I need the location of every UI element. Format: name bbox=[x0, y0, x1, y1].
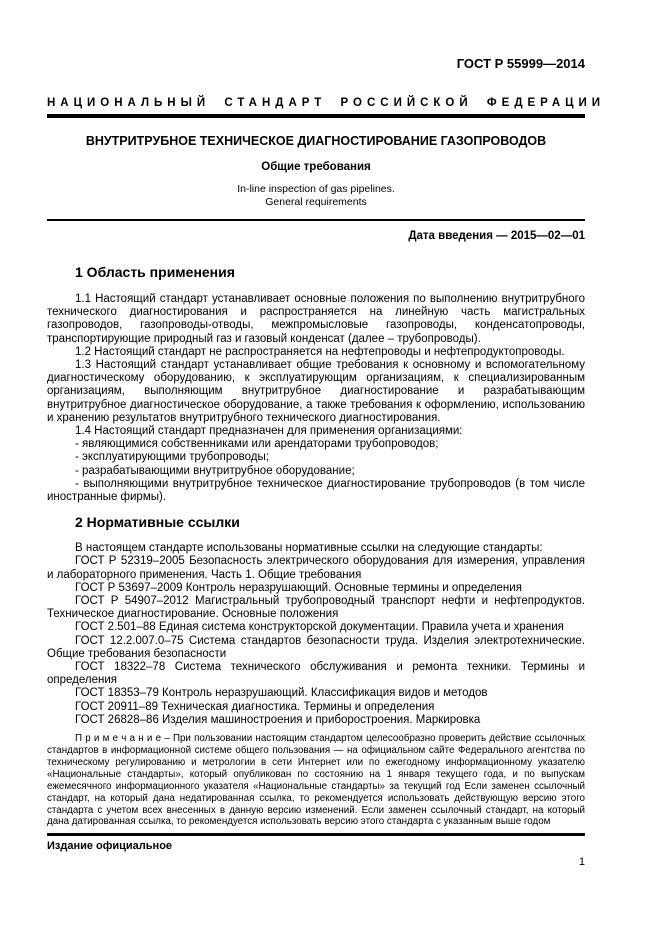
clause-1-4-item-2: - эксплуатирующими трубопроводы; bbox=[75, 451, 269, 464]
section-2-heading: 2 Нормативные ссылки bbox=[75, 514, 240, 531]
federation-title: НАЦИОНАЛЬНЫЙ СТАНДАРТ РОССИЙСКОЙ ФЕДЕРАЦИИ bbox=[47, 97, 606, 109]
reference-gost-20911: ГОСТ 20911–89 Техническая диагностика. Термины и определения bbox=[75, 700, 435, 713]
reference-gost-54907: ГОСТ Р 54907–2012 Магистральный трубопроводный транспорт нефти и нефтепродуктов. Техническое диагностирование. Основные положения bbox=[47, 595, 585, 621]
note bbox=[47, 733, 585, 828]
section-1-heading: 1 Область применения bbox=[75, 264, 235, 280]
doc-number: ГОСТ Р 55999—2014 bbox=[456, 56, 585, 71]
reference-gost-12-2-007: ГОСТ 12.2.007.0–75 Система стандартов безопасности труда. Изделия электротехнические. Общие требования безопасности bbox=[47, 634, 585, 660]
section-2-intro: В настоящем стандарте использованы нормативные ссылки на следующие стандарты: bbox=[75, 542, 543, 555]
title-divider bbox=[47, 219, 585, 221]
doc-subtitle: Общие требования bbox=[261, 161, 371, 173]
clause-1-4-item-3: - разрабатывающими внутритрубное оборудование; bbox=[75, 464, 355, 477]
reference-gost-2-501: ГОСТ 2.501–88 Единая система конструкторской документации. Правила учета и хранения bbox=[75, 621, 564, 634]
page-number: 1 bbox=[578, 856, 585, 869]
doc-title-english-line2: General requirements bbox=[265, 195, 367, 208]
footer-divider bbox=[47, 833, 585, 836]
clause-1-4: 1.4 Настоящий стандарт предназначен для применения организациями: bbox=[75, 425, 463, 438]
reference-gost-18353: ГОСТ 18353–79 Контроль неразрушающий. Классификация видов и методов bbox=[75, 687, 488, 700]
doc-title-english-line1: In-line inspection of gas pipelines. bbox=[237, 183, 395, 195]
reference-gost-26828: ГОСТ 26828–86 Изделия машиностроения и приборостроения. Маркировка bbox=[75, 713, 481, 726]
note-label: П р и м е ч а н и е bbox=[75, 733, 162, 745]
clause-1-1: 1.1 Настоящий стандарт устанавливает основные положения по выполнению внутритрубного технического диагностирования и распространяется на линейную часть магистральных газопроводов, газопроводы-отводы, межпромысловые газопроводы, конденсатопроводы, транспортирующие природный газ и газовый конденсат (далее – трубопроводы). bbox=[47, 293, 585, 345]
reference-gost-18322: ГОСТ 18322–78 Система технического обслуживания и ремонта техники. Термины и определения bbox=[47, 661, 585, 687]
reference-gost-52319: ГОСТ Р 52319–2005 Безопасность электрического оборудования для измерения, управления и лабораторного применения. Часть 1. Общие требования bbox=[47, 555, 585, 581]
effective-date: Дата введения — 2015—02—01 bbox=[408, 230, 585, 242]
clause-1-4-item-4: - выполняющими внутритрубное техническое диагностирование трубопроводов (в том числе иностранные фирмы). bbox=[47, 477, 585, 504]
doc-title: ВНУТРИТРУБНОЕ ТЕХНИЧЕСКОЕ ДИАГНОСТИРОВАНИЕ ГАЗОПРОВОДОВ bbox=[85, 134, 547, 148]
header-divider bbox=[47, 114, 585, 118]
clause-1-4-item-1: - являющимися собственниками или арендаторами трубопроводов; bbox=[75, 438, 439, 451]
doc-title-english bbox=[47, 183, 585, 208]
note-text: – При пользовании настоящим стандартом целесообразно проверить действие ссылочных стандартов в информационной системе общего пользования — на официальном сайте Федерального агентства по техническому регулированию и метрологии в сети Интернет или по ежегодному информационному указателю «Национальные стандарты», который опубликован по состоянию на 1 января текущего года, и по выпускам ежемесячного информационного указателя «Национальные стандарты» за текущий год Если заменен ссылочный стандарт, на который дана недатированная ссылка, то рекомендуется использовать действующую версию этого стандарта с учетом всех внесенных в данную версию изменений. Если заменен ссылочный стандарт, на который дана датированная ссылка, то рекомендуется использовать версию этого стандарта с указанным выше годом bbox=[47, 733, 586, 828]
reference-gost-53697: ГОСТ Р 53697–2009 Контроль неразрушающий. Основные термины и определения bbox=[75, 581, 522, 594]
clause-1-2: 1.2 Настоящий стандарт не распространяется на нефтепроводы и нефтепродуктопроводы. bbox=[75, 345, 565, 358]
official-edition-label: Издание официальное bbox=[47, 840, 173, 853]
clause-1-3: 1.3 Настоящий стандарт устанавливает общие требования к основному и вспомогательному диагностическому оборудованию, к эксплуатирующим организациям, к специализированным организациям, выполняющим внутритрубное диагностирование и разрабатывающим внутритрубное диагностическое оборудование, а также требования к оформлению, использованию и хранению результатов внутритрубного технического диагностирования. bbox=[47, 359, 585, 424]
